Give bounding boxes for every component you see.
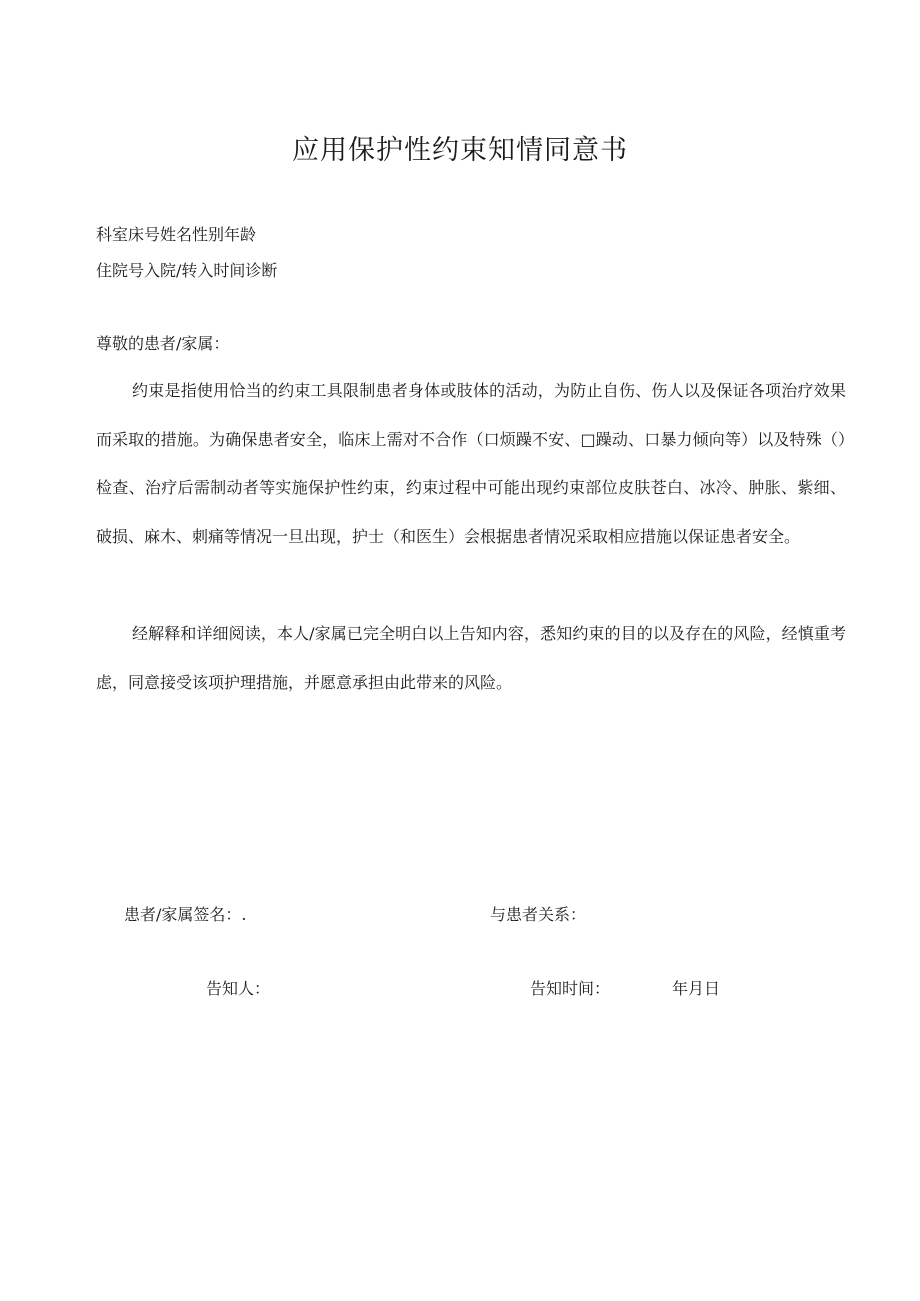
patient-signature-label: 患者/家属签名：. — [124, 905, 247, 924]
notification-time-label: 告知时间： — [530, 979, 611, 998]
relationship-label: 与患者关系： — [490, 905, 587, 924]
document-title: 应用保护性约束知情同意书 — [292, 135, 628, 166]
date-label: 年月日 — [672, 979, 721, 998]
notifier-label: 告知人： — [206, 979, 271, 998]
restraint-explanation-paragraph: 约束是指使用恰当的约束工具限制患者身体或肢体的活动，为防止自伤、伤人以及保证各项治疗效果而采取的措施。为确保患者安全，临床上需对不合作（口烦躁不安、□躁动、口暴力倾向等）以及特殊（）检查、治疗后需制动者等实施保护性约束，约束过程中可能出现约束部位皮肤苍白、冰冷、肿胀、紫细、破损、麻木、刺痛等情况一旦出现，护士（和医生）会根据患者情况采取相应措施以保证患者安全。 — [96, 381, 846, 546]
patient-info-line-1: 科室床号姓名性别年龄 — [96, 225, 257, 244]
patient-info-line-2: 住院号入院/转入时间诊断 — [96, 261, 278, 280]
consent-statement-paragraph: 经解释和详细阅读，本人/家属已完全明白以上告知内容，悉知约束的目的以及存在的风险，经慎重考虑，同意接受该项护理措施，并愿意承担由此带来的风险。 — [96, 624, 846, 692]
salutation: 尊敬的患者/家属： — [96, 334, 230, 353]
